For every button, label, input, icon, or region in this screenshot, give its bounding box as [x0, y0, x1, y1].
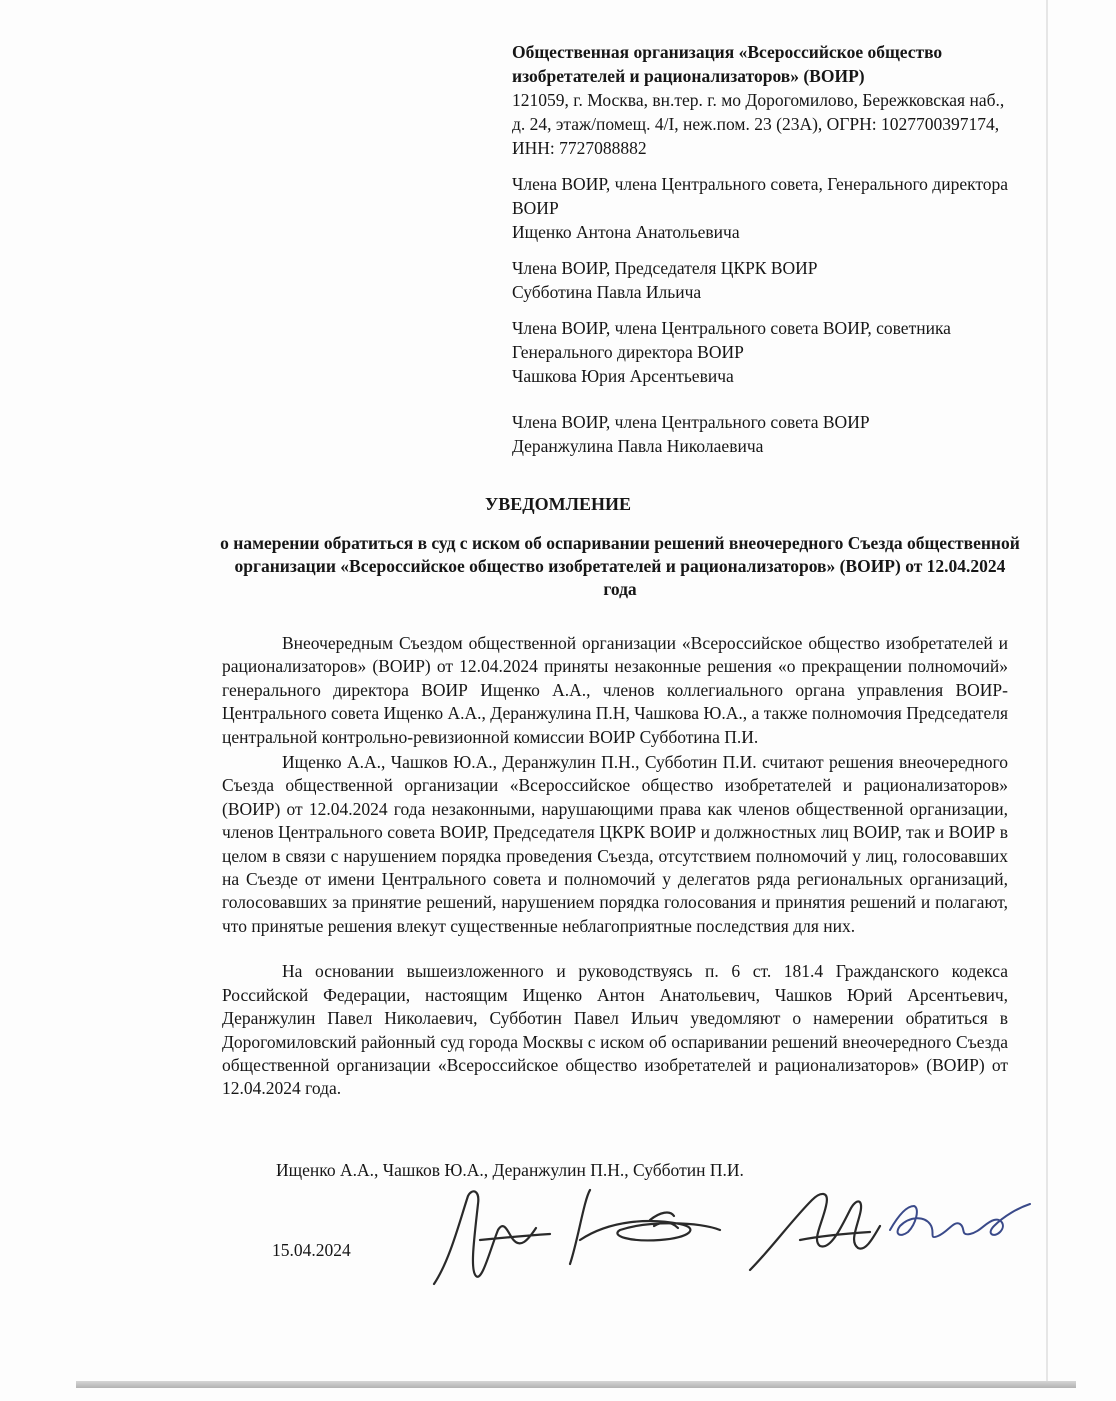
- member-name: Чашкова Юрия Арсентьевича: [512, 366, 734, 386]
- signers-line: Ищенко А.А., Чашков Ю.А., Деранжулин П.Н., Субботин П.И.: [276, 1160, 744, 1180]
- body-paragraph: Ищенко А.А., Чашков Ю.А., Деранжулин П.Н., Субботин П.И. считают решения внеочередного Съезда общественной организации «Всероссийское общество изобретателей и рационализаторов» (ВОИР) от 12.04.2024 года незаконными, нарушающими права как членов общественной организации, членов Центрального совета ВОИР, Председателя ЦКРК ВОИР и должностных лиц ВОИР, так и ВОИР в целом в связи с нарушением порядка проведения Съезда, отсутствием полномочий у лиц, голосовавших на Съезде от имени Центрального совета и полномочий у делегатов ряда региональных организаций, голосовавших за принятие решений, нарушением порядка голосования и принятия решений и полагают, что принятые решения влекут существенные неблагоприятные последствия для них.: [222, 752, 1008, 936]
- member-name: Ищенко Антона Анатольевича: [512, 222, 740, 242]
- addressee-member: [512, 316, 1012, 388]
- organization-address: 121059, г. Москва, вн.тер. г. мо Дорогомилово, Бережковская наб., д. 24, этаж/помещ. 4/I, неж.пом. 23 (23А), ОГРН: 1027700397174, ИНН: 7727088882: [512, 90, 1005, 158]
- body-paragraph: На основании вышеизложенного и руководствуясь п. 6 ст. 181.4 Гражданского кодекса Российской Федерации, настоящим Ищенко Антон Анатольевич, Чашков Юрий Арсентьевич, Деранжулин Павел Николаевич, Субботин Павел Ильич уведомляют о намерении обратиться в Дорогомиловский районный суд города Москвы с иском об оспаривании решений внеочередного Съезда общественной организации «Всероссийское общество изобретателей и рационализаторов» (ВОИР) от 12.04.2024 года.: [222, 961, 1008, 1099]
- addressee-member: [512, 410, 1012, 458]
- document-title: УВЕДОМЛЕНИЕ: [484, 494, 632, 514]
- body-paragraph: Внеочередным Съездом общественной организации «Всероссийское общество изобретателей и рационализаторов» (ВОИР) от 12.04.2024 приняты незаконные решения «о прекращении полномочий» генерального директора ВОИР Ищенко А.А., членов коллегиального органа управления ВОИР-Центрального совета Ищенко А.А., Деранжулина П.Н, Чашкова Ю.А., а также полномочия Председателя центральной контрольно-ревизионной комиссии ВОИР Субботина П.И.: [222, 633, 1008, 747]
- organization-name: Общественная организация «Всероссийское общество изобретателей и рационализаторов» (ВОИР): [512, 42, 943, 86]
- addressee-member: [512, 172, 1012, 244]
- signature-5: [890, 1204, 1030, 1237]
- document-subtitle: о намерении обратиться в суд с иском об оспаривании решений внеочередного Съезда общественной организации «Всероссийское общество изобретателей и рационализаторов» (ВОИР) от 12.04.2024 года: [220, 533, 1020, 599]
- scan-edge-bottom: [76, 1381, 1076, 1388]
- document-date: 15.04.2024: [272, 1240, 351, 1260]
- scan-edge-right: [1046, 0, 1048, 1381]
- signature-4: [750, 1194, 880, 1270]
- member-role: Члена ВОИР, члена Центрального совета ВОИР: [512, 412, 870, 432]
- document-body: [222, 632, 1008, 1101]
- member-name: Субботина Павла Ильича: [512, 282, 702, 302]
- addressee-block: [512, 40, 1012, 470]
- member-name: Деранжулина Павла Николаевича: [512, 436, 764, 456]
- addressee-member: [512, 256, 1012, 304]
- signature-1: [434, 1191, 550, 1284]
- handwritten-signatures: [420, 1180, 1040, 1300]
- member-role: Члена ВОИР, члена Центрального совета ВОИР, советника Генерального директора ВОИР: [512, 318, 951, 362]
- signature-2: [570, 1190, 720, 1264]
- member-role: Члена ВОИР, Председателя ЦКРК ВОИР: [512, 258, 818, 278]
- member-role: Члена ВОИР, члена Центрального совета, Генерального директора ВОИР: [512, 174, 1009, 218]
